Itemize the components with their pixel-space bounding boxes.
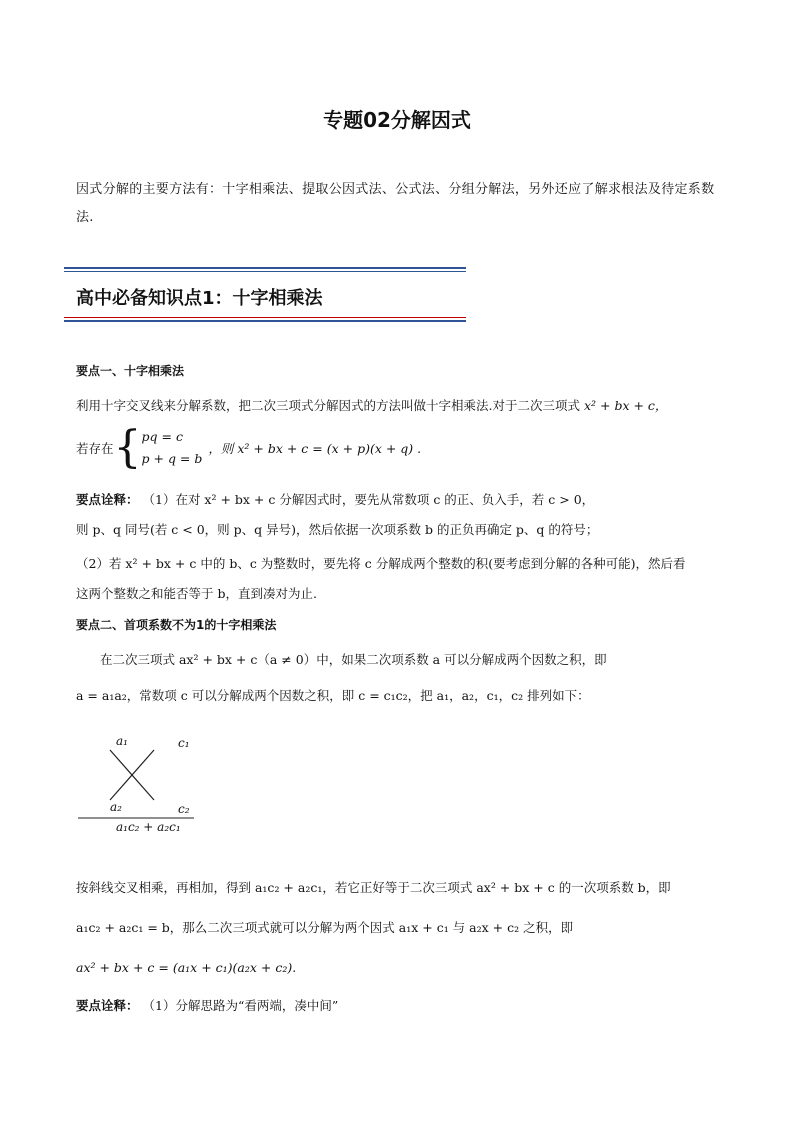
note1-label: 要点诠释： [76, 492, 139, 507]
section-heading: 高中必备知识点1：十字相乘法 [76, 288, 323, 309]
condition-eq1: pq = c [141, 429, 183, 444]
condition-system [76, 422, 422, 473]
cross-c1: c₁ [178, 736, 190, 750]
note2-label: 要点诠释： [76, 998, 139, 1013]
point1-heading: 要点一、十字相乘法 [76, 364, 185, 378]
note1-line1-text: （1）在对 x² + bx + c 分解因式时，要先从常数项 c 的正、负入手，若 c > 0， [142, 492, 595, 507]
condition-equations [142, 426, 203, 470]
note2-line1-text: （1）分解思路为“看两端，凑中间” [142, 998, 339, 1013]
note1-line2: 则 p、q 同号(若 c < 0，则 p、q 异号)，然后依据一次项系数 b 的正负再确定 p、q 的符号； [76, 522, 599, 537]
point2-line1: 在二次三项式 ax² + bx + c（a ≠ 0）中，如果二次项系数 a 可以分解成两个因数之积，即 [100, 652, 607, 667]
section-rule-bottom-1 [64, 317, 466, 318]
note2-line1 [76, 996, 338, 1014]
point1-line1-text: 利用十字交叉线来分解系数，把二次三项式分解因式的方法叫做十字相乘法.对于二次三项式 [76, 398, 580, 413]
note1-line1 [76, 490, 594, 508]
point2-heading: 要点二、首项系数不为1的十字相乘法 [76, 618, 277, 632]
section-rule-top-2 [64, 271, 466, 272]
cross-a2: a₂ [110, 800, 122, 814]
after-line3: ax² + bx + c = (a₁x + c₁)(a₂x + c₂). [76, 960, 297, 975]
section-rule-bottom-2 [64, 320, 466, 322]
cross-c2: c₂ [178, 802, 190, 816]
section-rule-top-1 [64, 267, 466, 269]
cross-a1: a₁ [116, 734, 128, 748]
point1-line1 [76, 396, 667, 414]
note1-line4: 这两个整数之和能否等于 b，直到凑对为止. [76, 586, 317, 601]
condition-eq2: p + q = b [141, 451, 203, 466]
cross-sum: a₁c₂ + a₂c₁ [116, 820, 181, 834]
point2-line2: a = a₁a₂，常数项 c 可以分解成两个因数之积，即 c = c₁c₂，把 a₁，a₂，c₁，c₂ 排列如下： [76, 688, 590, 703]
intro-paragraph: 因式分解的主要方法有：十字相乘法、提取公因式法、公式法、分组分解法，另外还应了解求根法及待定系数法. [76, 182, 715, 225]
after-line2: a₁c₂ + a₂c₁ = b，那么二次三项式就可以分解为两个因式 a₁x + c₁ 与 a₂x + c₂ 之积，即 [76, 920, 574, 935]
left-brace: { [113, 422, 142, 473]
point1-line1-expr: x² + bx + c， [583, 398, 668, 413]
note1-line3: （2）若 x² + bx + c 中的 b、c 为整数时，要先将 c 分解成两个整数的积(要考虑到分解的各种可能)，然后看 [76, 556, 686, 571]
condition-prefix: 若存在 [76, 441, 114, 456]
cross-diagram [76, 728, 216, 838]
after-line1: 按斜线交叉相乘，再相加，得到 a₁c₂ + a₂c₁，若它正好等于二次三项式 ax² + bx + c 的一次项系数 b，即 [76, 880, 671, 895]
page-title: 专题02分解因式 [323, 108, 471, 132]
condition-result: ，则 x² + bx + c = (x + p)(x + q) . [208, 441, 422, 456]
